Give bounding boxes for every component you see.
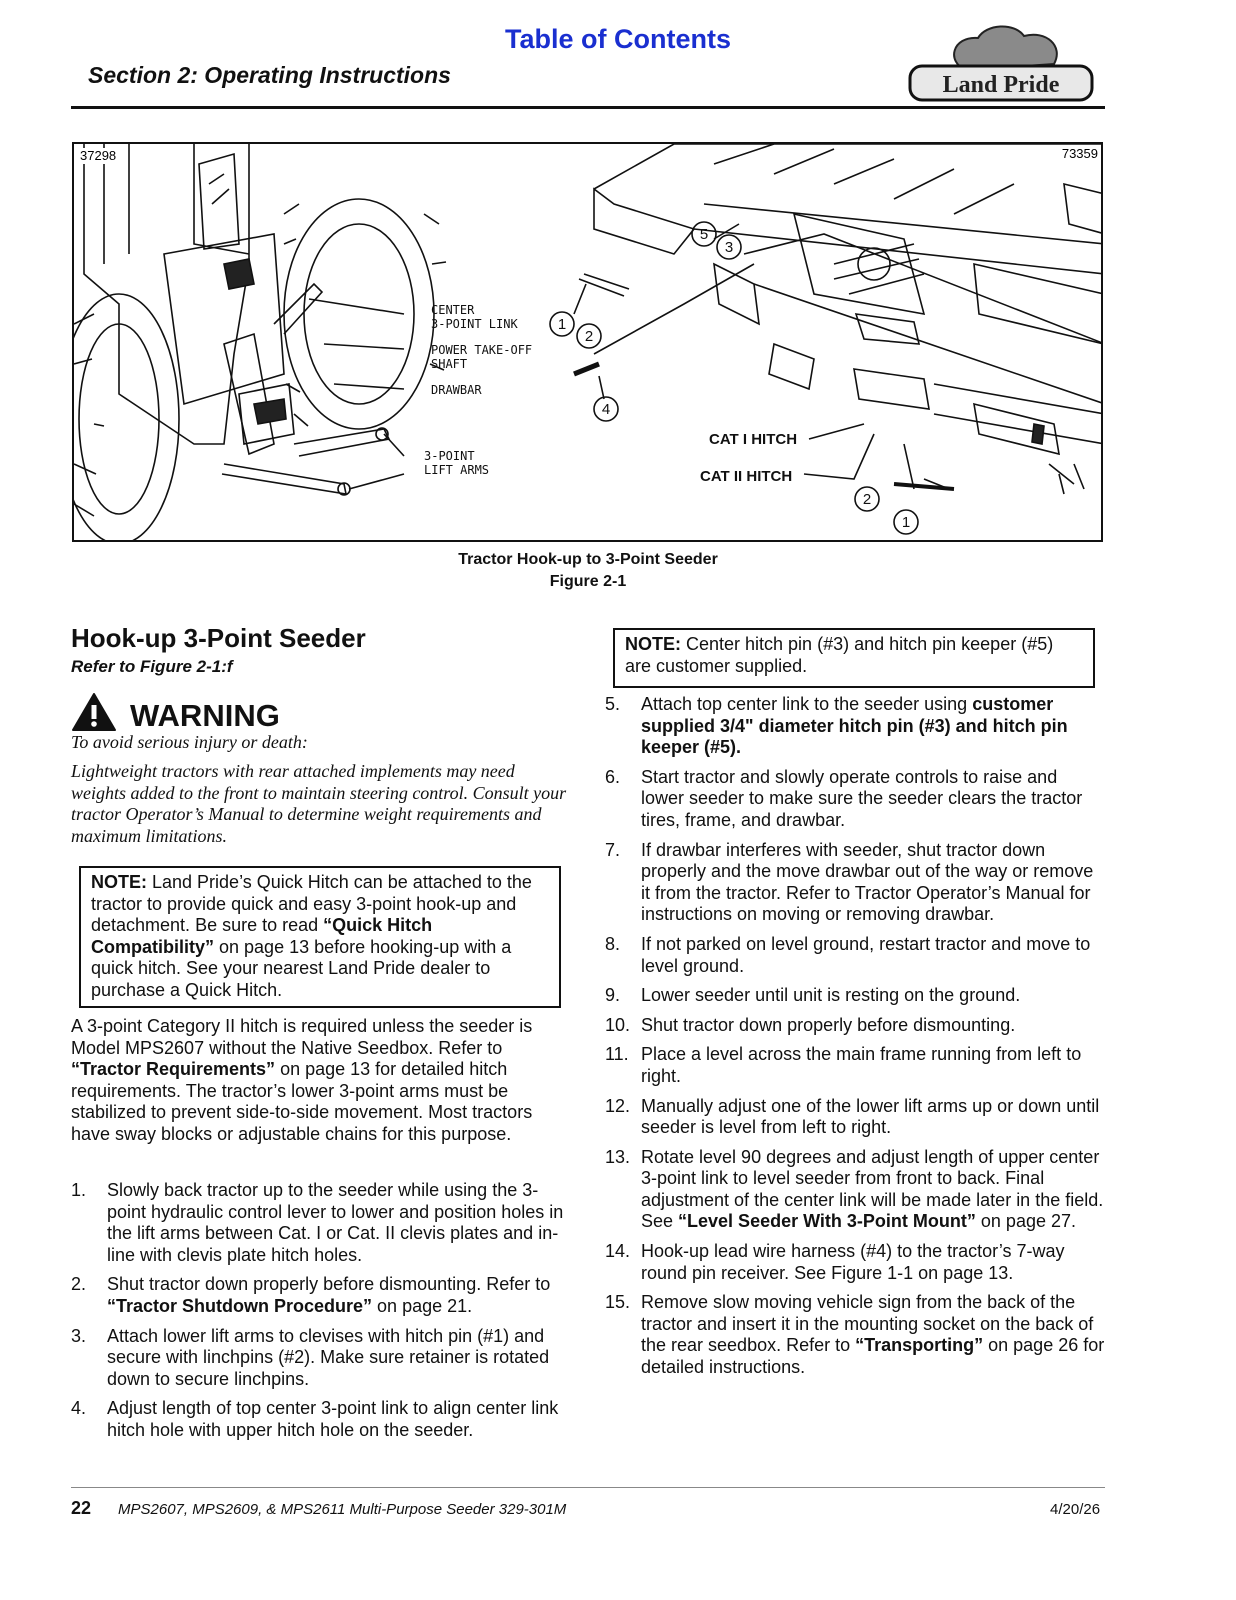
warning-icon (71, 692, 117, 732)
callout-2: 2 (584, 328, 594, 345)
quick-hitch-note (79, 866, 561, 1008)
label-drawbar: DRAWBAR (431, 383, 482, 397)
label-cat-ii-hitch: CAT II HITCH (700, 468, 793, 485)
label-pto-1: POWER TAKE-OFF (431, 343, 533, 357)
list-item: 10. Shut tractor down properly before dismounting. (605, 1014, 1016, 1035)
steps-list-right (605, 694, 1105, 1387)
warning-line-2: Lightweight tractors with rear attached implements may need weights added to the front to maintain steering control. Consult your tractor Operator’s Manual to determine weight requirements and maximum limitations. (71, 761, 567, 846)
callout-3: 3 (724, 239, 734, 256)
header-rule (71, 106, 1105, 109)
list-item: 5. Attach top center link to the seeder using customer supplied 3/4" diameter hitch pin (#3) and hitch pin keeper (#5). (605, 694, 1068, 758)
figure-illustration (72, 142, 1103, 542)
label-center-2: 3-POINT LINK (431, 317, 518, 331)
steps-list-left (71, 1180, 571, 1450)
figure-caption-title: Tractor Hook-up to 3-Point Seeder (458, 551, 718, 568)
note-label: NOTE: (91, 872, 147, 892)
note-text: Center hitch pin (#3) and hitch pin keeper (#5) are customer supplied. (625, 634, 1054, 676)
list-item: 6. Start tractor and slowly operate controls to raise and lower seeder to make sure the seeder clears the tractor tires, frame, and drawbar. (605, 766, 1083, 830)
note-label: NOTE: (625, 634, 681, 654)
ref-tractor-requirements: “Tractor Requirements” (71, 1059, 276, 1080)
footer-date: 4/20/26 (1050, 1501, 1101, 1518)
callout-1: 1 (557, 316, 567, 333)
figure-id-left: 37298 (80, 148, 117, 163)
refer-to-figure: Refer to Figure 2-1:f (71, 657, 233, 676)
ref-level-seeder: “Level Seeder With 3-Point Mount” (678, 1211, 976, 1232)
list-item: 14. Hook-up lead wire harness (#4) to the tractor’s 7-way round pin receiver. See Figure 1-1 on page 13. (605, 1241, 1065, 1283)
warning-line-1: To avoid serious injury or death: (71, 732, 308, 752)
list-item: 4. Adjust length of top center 3-point link to align center link hitch hole with upper hitch hole on the seeder. (71, 1398, 559, 1440)
label-cat-i-hitch: CAT I HITCH (709, 431, 798, 448)
hookup-drawing (74, 144, 1103, 542)
list-item: 15. Remove slow moving vehicle sign from the back of the tractor and insert it in the mounting socket on the back of the rear seedbox. Refer to “Transporting” on page 26 for detailed instructions. (605, 1292, 1105, 1378)
logo-wordmark: Land Pride (942, 72, 1060, 98)
footer-title: MPS2607, MPS2609, & MPS2611 Multi-Purpose Seeder 329-301M (118, 1501, 567, 1518)
list-item: 2. Shut tractor down properly before dismounting. Refer to “Tractor Shutdown Procedure” on page 21. (71, 1274, 551, 1316)
callout-2b: 2 (862, 491, 872, 508)
note-text-b: on page 13 before hooking-up with a quick hitch. See your nearest Land Pride dealer to purchase a Quick Hitch. (91, 936, 512, 1000)
list-item: 3. Attach lower lift arms to clevises with hitch pin (#1) and secure with linchpins (#2). Make sure retainer is rotated down to secure linchpins. (71, 1325, 550, 1389)
page-number: 22 (71, 1498, 92, 1518)
label-center-1: CENTER (431, 303, 475, 317)
label-pto-2: SHAFT (431, 357, 468, 371)
note-link-quick-hitch: “Quick Hitch Compatibility” (91, 915, 433, 957)
list-item: 13. Rotate level 90 degrees and adjust length of upper center 3-point link to level seeder from front to back. Final adjustment of the center link will be made later in the field. See “Level Seeder With 3-Point Mount” on page 27. (605, 1146, 1104, 1232)
note-text-a: Land Pride’s Quick Hitch can be attached to the tractor to provide quick and easy 3-point hook-up and detachment. Be sure to read (91, 872, 532, 935)
warning-title: WARNING (130, 698, 280, 733)
label-lift-1: 3-POINT (424, 449, 475, 463)
hitch-pin-note (613, 628, 1095, 688)
list-item: 7. If drawbar interferes with seeder, shut tractor down properly and the move drawbar out of the way or remove it from the tractor. Refer to Tractor Operator’s Manual for instructions on moving or removing drawbar. (605, 839, 1094, 925)
callout-5: 5 (699, 226, 709, 243)
intro-paragraph: A 3-point Category II hitch is required unless the seeder is Model MPS2607 without the Native Seedbox. Refer to “Tractor Requirements” on page 13 for detailed hitch requirements. The tractor’s lower 3-point arms must be stabilized to prevent side-to-side movement. Most tractors have sway blocks or adjustable chains for this purpose. (71, 1016, 533, 1144)
callout-4: 4 (601, 401, 611, 418)
ref-transporting: “Transporting” (855, 1335, 984, 1356)
list-item: 12. Manually adjust one of the lower lift arms up or down until seeder is level from left to right. (605, 1095, 1100, 1138)
table-of-contents-link[interactable]: Table of Contents (505, 24, 731, 54)
figure-id-right: 73359 (1061, 146, 1098, 161)
section-title: Section 2: Operating Instructions (88, 62, 451, 88)
land-pride-logo (906, 22, 1096, 108)
callout-1b: 1 (901, 514, 911, 531)
ref-tractor-shutdown: “Tractor Shutdown Procedure” (107, 1295, 373, 1316)
figure-caption-number: Figure 2-1 (549, 573, 627, 590)
list-item: 8. If not parked on level ground, restart tractor and move to level ground. (605, 933, 1091, 976)
list-item: 9. Lower seeder until unit is resting on the ground. (605, 985, 1021, 1006)
section-heading: Hook-up 3-Point Seeder (71, 623, 366, 653)
list-item: 1. Slowly back tractor up to the seeder while using the 3-point hydraulic control lever to lower and position holes in the lift arms between Cat. I or Cat. II clevis plates and in-line with clevis plate hitch holes. (71, 1180, 564, 1265)
footer-rule (71, 1487, 1105, 1488)
label-lift-2: LIFT ARMS (424, 463, 490, 477)
list-item: 11. Place a level across the main frame running from left to right. (605, 1044, 1082, 1086)
